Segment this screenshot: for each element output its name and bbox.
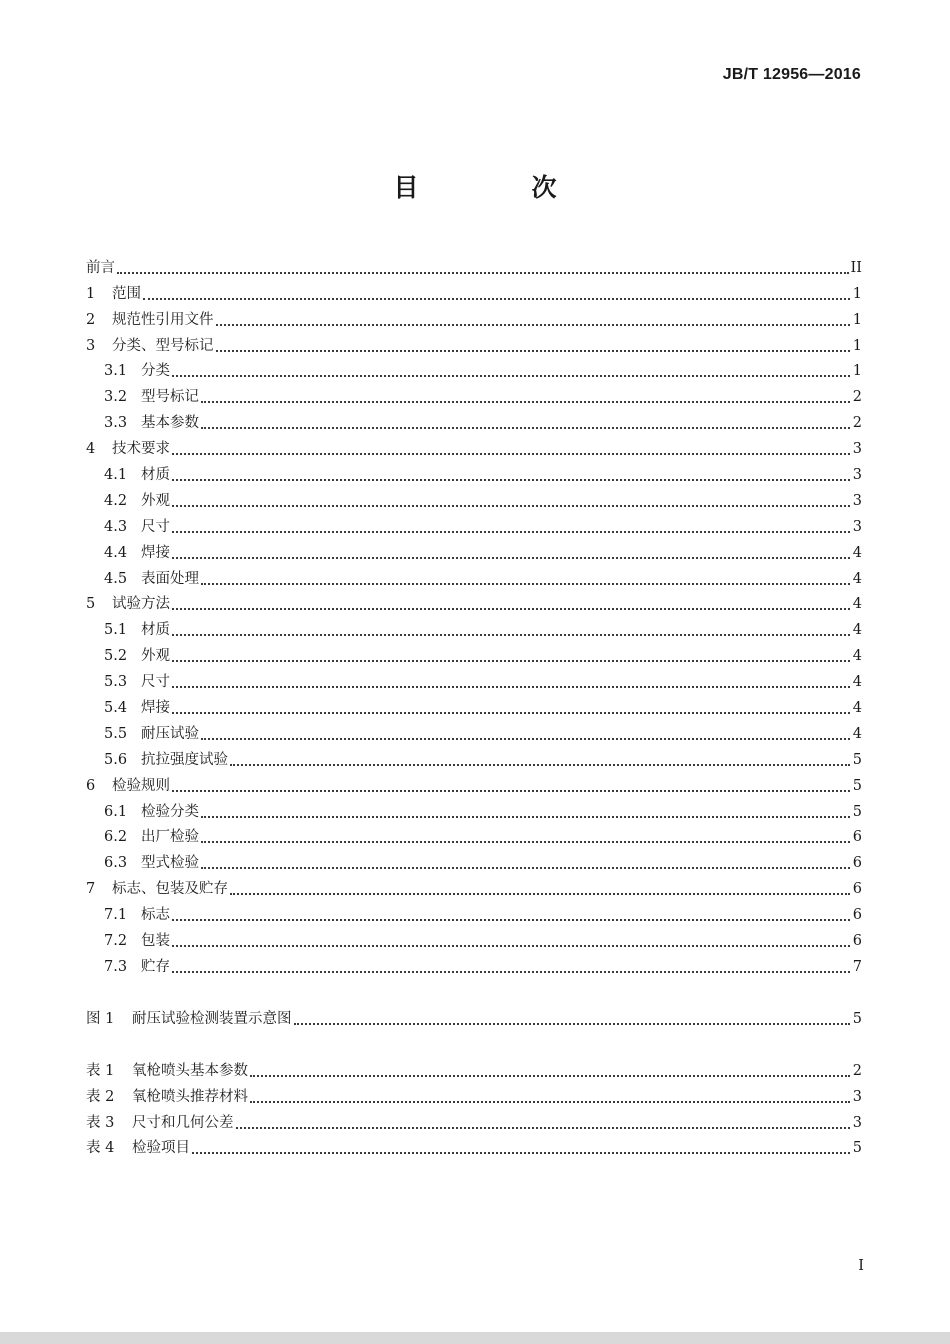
toc-entry-label: 外观: [141, 648, 170, 665]
toc-entry-label: 包装: [141, 933, 170, 950]
toc-entry[interactable]: [86, 873, 862, 899]
toc-entry[interactable]: [86, 537, 862, 563]
dot-leader: [172, 453, 850, 455]
toc-entry-label: 外观: [141, 492, 170, 509]
toc-entry-label: 检验规则: [112, 777, 170, 794]
toc-entry-page: 6: [852, 829, 862, 846]
dot-leader: [294, 1023, 851, 1025]
toc-entry-page: 2: [852, 389, 862, 406]
toc-entry-number: 表 3: [86, 1114, 115, 1131]
toc-entry-number: 7: [86, 881, 96, 898]
toc-entry-label: 前言: [86, 259, 115, 276]
scan-edge: [0, 1332, 950, 1344]
toc-entry[interactable]: [86, 640, 862, 666]
toc-entry-number: 4.1: [104, 467, 128, 484]
toc-entry[interactable]: [86, 1081, 862, 1107]
toc-entry-page: 1: [852, 363, 862, 380]
toc-entry[interactable]: [86, 899, 862, 925]
dot-leader: [172, 971, 850, 973]
dot-leader: [172, 479, 850, 481]
toc-entry[interactable]: [86, 1055, 862, 1081]
toc-entry[interactable]: [86, 407, 862, 433]
toc-entry-label: 焊接: [141, 700, 170, 717]
toc-entry-number: 4: [86, 441, 96, 458]
toc-entry[interactable]: [86, 356, 862, 382]
toc-entry-label: 表面处理: [141, 570, 199, 587]
toc-entry-page: 4: [852, 596, 862, 613]
toc-entry-page: 3: [852, 441, 862, 458]
toc-entry-number: 3: [86, 337, 96, 354]
toc-entry-number: 2: [86, 311, 96, 328]
toc-entry-label: 标志、包装及贮存: [112, 881, 228, 898]
toc-entry-page: II: [850, 259, 862, 276]
standard-code: JB/T 12956—2016: [722, 66, 861, 83]
toc-entry-number: 5.1: [104, 622, 128, 639]
toc-entry-label: 耐压试验检测装置示意图: [132, 1010, 292, 1027]
page-number: I: [858, 1258, 864, 1274]
toc-entry-number: 表 4: [86, 1140, 115, 1157]
table-of-contents: [86, 252, 862, 1158]
toc-entry-number: 4.3: [104, 518, 128, 535]
dot-leader: [172, 557, 850, 559]
toc-entry-number: 5.5: [104, 725, 128, 742]
toc-entry[interactable]: [86, 589, 862, 615]
toc-entry-page: 6: [852, 855, 862, 872]
toc-entry-label: 规范性引用文件: [112, 311, 214, 328]
toc-entry-number: 3.3: [104, 415, 128, 432]
toc-entry[interactable]: [86, 459, 862, 485]
dot-leader: [172, 945, 850, 947]
dot-leader: [201, 867, 850, 869]
toc-entry-number: 7.1: [104, 907, 128, 924]
dot-leader: [172, 660, 850, 662]
toc-entry-label: 材质: [141, 622, 170, 639]
dot-leader: [201, 738, 850, 740]
toc-entry[interactable]: [86, 692, 862, 718]
toc-entry[interactable]: [86, 1107, 862, 1133]
toc-entry[interactable]: [86, 563, 862, 589]
toc-entry[interactable]: [86, 433, 862, 459]
toc-entry-number: 6: [86, 777, 96, 794]
toc-entry-number: 5.6: [104, 751, 128, 768]
toc-entry[interactable]: [86, 925, 862, 951]
toc-entry[interactable]: [86, 511, 862, 537]
dot-leader: [172, 505, 850, 507]
toc-entry-page: 6: [852, 907, 862, 924]
toc-entry-page: 5: [852, 751, 862, 768]
dot-leader: [201, 841, 850, 843]
toc-entry-label: 氧枪喷头基本参数: [132, 1062, 248, 1079]
dot-leader: [172, 608, 850, 610]
toc-entry-number: 6.2: [104, 829, 128, 846]
dot-leader: [216, 350, 851, 352]
toc-entry[interactable]: [86, 278, 862, 304]
toc-entry-label: 试验方法: [112, 596, 170, 613]
toc-entry-label: 检验分类: [141, 803, 199, 820]
toc-entry-page: 6: [852, 933, 862, 950]
toc-entry-number: 6.1: [104, 803, 128, 820]
toc-entry[interactable]: [86, 381, 862, 407]
toc-entry-page: 1: [852, 285, 862, 302]
toc-entry[interactable]: [86, 770, 862, 796]
toc-entry-number: 3.2: [104, 389, 128, 406]
toc-entry-label: 型号标记: [141, 389, 199, 406]
toc-entry-number: 6.3: [104, 855, 128, 872]
dot-leader: [172, 790, 850, 792]
dot-leader: [201, 816, 850, 818]
toc-entry[interactable]: [86, 847, 862, 873]
toc-entry-label: 尺寸和几何公差: [132, 1114, 234, 1131]
toc-entry-label: 耐压试验: [141, 725, 199, 742]
dot-leader: [201, 427, 850, 429]
toc-entry-label: 分类: [141, 363, 170, 380]
toc-entry-label: 焊接: [141, 544, 170, 561]
toc-entry-label: 出厂检验: [141, 829, 199, 846]
dot-leader: [216, 324, 851, 326]
toc-entry-label: 技术要求: [112, 441, 170, 458]
toc-entry-page: 4: [852, 648, 862, 665]
toc-entry-label: 尺寸: [141, 674, 170, 691]
toc-entry-label: 材质: [141, 467, 170, 484]
toc-entry[interactable]: [86, 252, 862, 278]
toc-entry-page: 5: [852, 1010, 862, 1027]
toc-entry[interactable]: [86, 796, 862, 822]
toc-entry-page: 3: [852, 1088, 862, 1105]
toc-entry-page: 2: [852, 1062, 862, 1079]
toc-entry-number: 3.1: [104, 363, 128, 380]
toc-entry-page: 5: [852, 803, 862, 820]
toc-entry[interactable]: [86, 304, 862, 330]
toc-entry[interactable]: [86, 1133, 862, 1159]
toc-entry-page: 4: [852, 725, 862, 742]
toc-entry-number: 1: [86, 285, 96, 302]
toc-entry-number: 4.4: [104, 544, 128, 561]
toc-entry-number: 图 1: [86, 1010, 115, 1027]
toc-entry[interactable]: [86, 330, 862, 356]
dot-leader: [172, 634, 850, 636]
toc-entry-number: 5.4: [104, 700, 128, 717]
dot-leader: [117, 272, 849, 274]
dot-leader: [172, 531, 850, 533]
toc-entry-label: 氧枪喷头推荐材料: [132, 1088, 248, 1105]
toc-entry[interactable]: [86, 822, 862, 848]
toc-entry-page: 2: [852, 415, 862, 432]
toc-entry[interactable]: [86, 951, 862, 977]
toc-entry[interactable]: [86, 718, 862, 744]
toc-entry-label: 抗拉强度试验: [141, 751, 228, 768]
dot-leader: [172, 712, 850, 714]
toc-entry-page: 4: [852, 570, 862, 587]
toc-entry-page: 1: [852, 337, 862, 354]
toc-entry-page: 6: [852, 881, 862, 898]
toc-entry-page: 7: [852, 958, 862, 975]
dot-leader: [192, 1152, 850, 1154]
dot-leader: [201, 401, 850, 403]
toc-entry-number: 5: [86, 596, 96, 613]
toc-entry[interactable]: [86, 666, 862, 692]
dot-leader: [230, 893, 850, 895]
dot-leader: [236, 1127, 851, 1129]
toc-entry-page: 4: [852, 674, 862, 691]
toc-entry-page: 3: [852, 1114, 862, 1131]
toc-entry-page: 3: [852, 492, 862, 509]
toc-entry-label: 标志: [141, 907, 170, 924]
toc-entry-number: 5.3: [104, 674, 128, 691]
toc-entry-number: 5.2: [104, 648, 128, 665]
dot-leader: [250, 1101, 850, 1103]
toc-entry[interactable]: [86, 485, 862, 511]
toc-entry-label: 基本参数: [141, 415, 199, 432]
dot-leader: [250, 1075, 850, 1077]
toc-entry-label: 检验项目: [132, 1140, 190, 1157]
dot-leader: [172, 919, 850, 921]
toc-entry[interactable]: [86, 1003, 862, 1029]
page-title: 目 次: [393, 173, 601, 202]
toc-entry[interactable]: [86, 744, 862, 770]
toc-entry-page: 5: [852, 777, 862, 794]
dot-leader: [172, 686, 850, 688]
toc-entry-number: 4.5: [104, 570, 128, 587]
toc-entry-label: 贮存: [141, 958, 170, 975]
dot-leader: [143, 298, 850, 300]
toc-entry-number: 4.2: [104, 492, 128, 509]
toc-entry[interactable]: [86, 614, 862, 640]
toc-entry-page: 1: [852, 311, 862, 328]
toc-entry-number: 表 1: [86, 1062, 115, 1079]
toc-entry-page: 3: [852, 467, 862, 484]
toc-entry-label: 范围: [112, 285, 141, 302]
toc-entry-label: 分类、型号标记: [112, 337, 214, 354]
toc-entry-label: 型式检验: [141, 855, 199, 872]
toc-entry-page: 5: [852, 1140, 862, 1157]
toc-entry-page: 4: [852, 544, 862, 561]
toc-entry-number: 7.3: [104, 958, 128, 975]
dot-leader: [172, 375, 850, 377]
toc-entry-page: 4: [852, 700, 862, 717]
toc-entry-number: 7.2: [104, 933, 128, 950]
toc-entry-label: 尺寸: [141, 518, 170, 535]
toc-entry-page: 4: [852, 622, 862, 639]
toc-entry-number: 表 2: [86, 1088, 115, 1105]
toc-entry-page: 3: [852, 518, 862, 535]
dot-leader: [230, 764, 850, 766]
dot-leader: [201, 583, 850, 585]
